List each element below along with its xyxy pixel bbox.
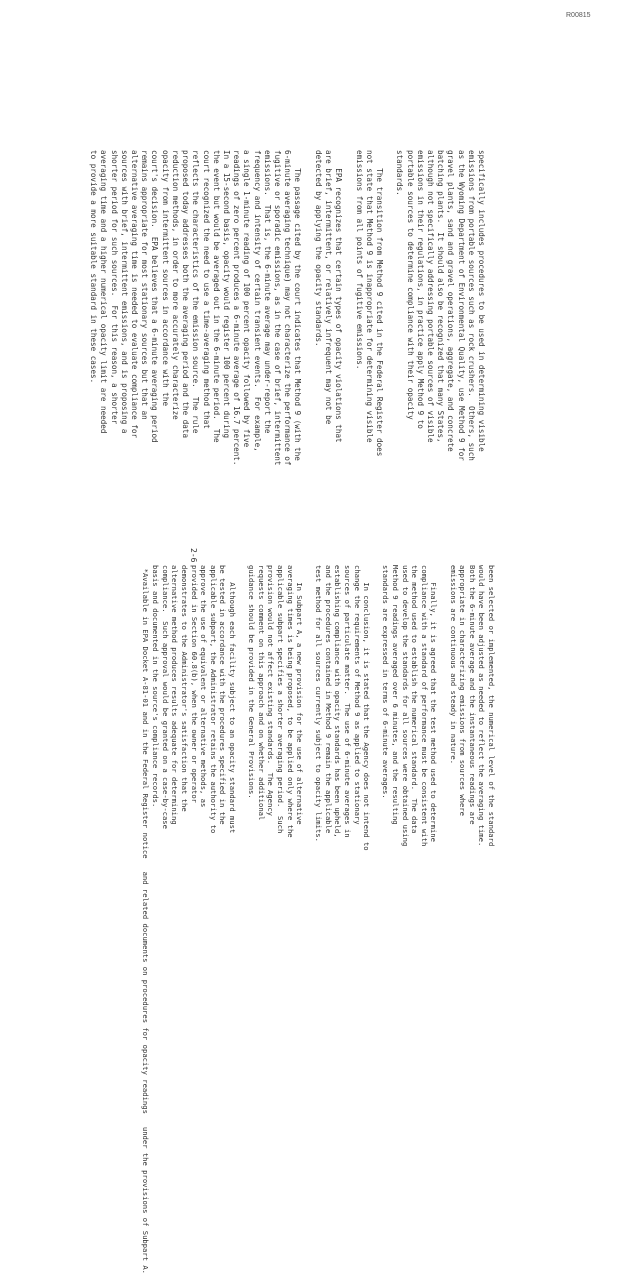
text-line: Although each facility subject to an opacity standard must xyxy=(227,565,237,834)
text-line: establishing compliance with opacity standards has been upheld, xyxy=(333,565,343,838)
text-line: batching plants. It should also be recognized that many States, xyxy=(436,150,446,443)
upper-text-column xyxy=(88,150,486,570)
text-line: remains appropriate for most stationary sources but that an xyxy=(140,150,150,420)
text-line: In conclusion, it is stated that the Agency does not intend to xyxy=(362,565,372,851)
text-line: sources with brief, intermittent emissions, and is proposing a xyxy=(119,150,129,434)
text-line: opacity from intermittent sources in accordance with the xyxy=(160,150,170,407)
text-line: gravel plants, sand and gravel operations, aggregate, and concrete xyxy=(446,150,456,452)
text-line: used to develop the standards for all sources were obtained using xyxy=(400,565,410,847)
text-line: In a 15-second basis, opacity would register 100 percent during xyxy=(221,150,231,439)
text-line: compliance with a standard of performance must be consistent with xyxy=(419,565,429,847)
text-line: standards. xyxy=(395,150,405,196)
text-line: change the requirements of Method 9 as applied to stationary xyxy=(352,565,362,825)
text-line: *Available in EPA Docket A-81-01 and in the Federal Register notice xyxy=(141,560,150,859)
text-line: under the provisions of Subpart A. xyxy=(141,1113,150,1274)
text-line: The passage cited by the court indicates that Method 9 (with the xyxy=(293,150,303,461)
text-line: court recognized the need to use a time-averaging method that xyxy=(201,150,211,429)
text-line: not state that Method 9 is inappropriate for determining visible xyxy=(364,150,374,443)
text-line: a single 1-minute reading of 100 percent opacity followed by five xyxy=(242,150,252,448)
text-line xyxy=(237,565,247,785)
text-line: guidance should be provided in the General Provisions. xyxy=(247,565,257,799)
page-number: 2-6 xyxy=(189,548,198,563)
text-line: applicable subpart, the Administrator retains the authority to xyxy=(208,565,218,834)
text-line: been selected or implemented, the numerical level of the standard xyxy=(487,565,496,847)
text-line: In Subpart A, a new provision for the use of alternative xyxy=(295,565,305,825)
text-line: demonstrates to the Administrator's satisfaction that the xyxy=(180,565,189,812)
text-line: reduction methods, in order to more accurately characterize xyxy=(170,150,180,420)
text-line: as the Wyoming Department of Environmental Quality, use Method 9 for xyxy=(456,150,466,461)
text-line: fugitive or sporadic emissions, as in the case of brief, intermittent xyxy=(272,150,282,466)
text-line: alternative method produces results adequate for determining xyxy=(170,565,180,825)
text-line: sources of particulate matter. The use of 6-minute averages in xyxy=(343,565,353,838)
text-line: are brief, intermittent, or relatively infrequent may not be xyxy=(323,150,333,425)
text-line: Method 9 readings averaged over 6 minutes, and the resulting xyxy=(391,565,401,825)
text-line: shorter period for such sources. For this reason, a shorter xyxy=(109,150,119,425)
text-line: test method for all sources currently subject to opacity limits. xyxy=(314,565,324,842)
text-line: emissions from all points of fugitive emissions. xyxy=(354,150,364,370)
text-line: EPA recognizes that certain types of opacity violations that xyxy=(334,150,344,443)
text-line: Finally, it is agreed that the test method used to determine xyxy=(429,565,439,842)
text-line: appropriate in characterizing emissions from sources where xyxy=(458,565,468,816)
text-line xyxy=(384,150,394,570)
text-line: basis and documented in the source's compliance records. xyxy=(151,565,161,808)
text-line: frequency and intensity of certain transient events. For example, xyxy=(252,150,262,452)
text-line: and the procedures contained in Method 9 remain the applicable xyxy=(323,565,333,834)
text-line xyxy=(371,565,381,785)
text-line: 6-minute averaging technique) may not characterize the performance of xyxy=(283,150,293,466)
text-line: reflects the characteristics of the emission source. The rule xyxy=(191,150,201,434)
text-line: emissions from portable sources such as rock crushers. Others, such xyxy=(466,150,476,461)
text-line: although not specifically addressing portable sources of visible xyxy=(425,150,435,443)
text-line xyxy=(343,150,353,570)
text-line: requests comment on this approach and on whether additional xyxy=(256,565,266,821)
text-line: emissions. That is, the 6-minute average may under-report the xyxy=(262,150,272,434)
text-line: The transition from Method 9 cited in the Federal Register does xyxy=(374,150,384,457)
text-line: detected by applying the opacity standards. xyxy=(313,150,323,347)
text-line: Both the 6-minute average and the instantaneous readings are xyxy=(467,565,477,825)
text-line: emissions in their regulations, in practice apply Method 9 to xyxy=(415,150,425,429)
lower-text-column xyxy=(151,565,496,851)
text-line xyxy=(438,565,448,785)
bates-number: R00815 xyxy=(566,12,591,19)
text-line: the method used to establish the numerical standard. The data xyxy=(410,565,420,834)
text-line: to provide a more suitable standard in these cases. xyxy=(89,150,99,384)
text-line: proposed today addresses both the averaging period and the data xyxy=(181,150,191,439)
text-line: approve the use of equivalent or alternative methods, as xyxy=(199,565,209,808)
text-line xyxy=(302,150,312,570)
text-line: be tested in accordance with the procedures specified in the xyxy=(218,565,228,825)
text-line: standards are expressed in terms of 6-minute averages. xyxy=(381,565,391,799)
text-line: provision would not affect existing standards. The Agency xyxy=(266,565,276,816)
text-line: and related documents on procedures for opacity readings xyxy=(141,858,150,1114)
text-line xyxy=(304,565,314,785)
text-line: readings of zero percent produces a 6-minute average of 16.7 percent. xyxy=(232,150,242,466)
text-line: emissions are continuous and steady in nature. xyxy=(448,565,458,765)
text-line: averaging time and a higher numerical opacity limit are needed xyxy=(99,150,109,434)
text-line: portable sources to determine compliance with their opacity xyxy=(405,150,415,420)
text-line: specifically includes procedures to be used in determining visible xyxy=(477,150,486,452)
text-line: compliance. Such approval would be granted on a case-by-case xyxy=(160,565,170,829)
text-line: averaging times is being proposed, to be applied only where the xyxy=(285,565,295,838)
text-line: the event but would be averaged out in the 6-minute period. The xyxy=(211,150,221,443)
text-line: court's decision. EPA believes that a 6-minute averaging period xyxy=(150,150,160,443)
text-line: provided in Section 60.8(b), when the owner or operator xyxy=(189,565,199,803)
text-line: applicable subpart specifies a shorter averaging period. Such xyxy=(275,565,285,834)
footnote xyxy=(140,560,150,1274)
text-line: alternative averaging time is needed to evaluate compliance for xyxy=(130,150,140,439)
text-line: would have been adjusted as needed to reflect the averaging time. xyxy=(477,565,487,847)
